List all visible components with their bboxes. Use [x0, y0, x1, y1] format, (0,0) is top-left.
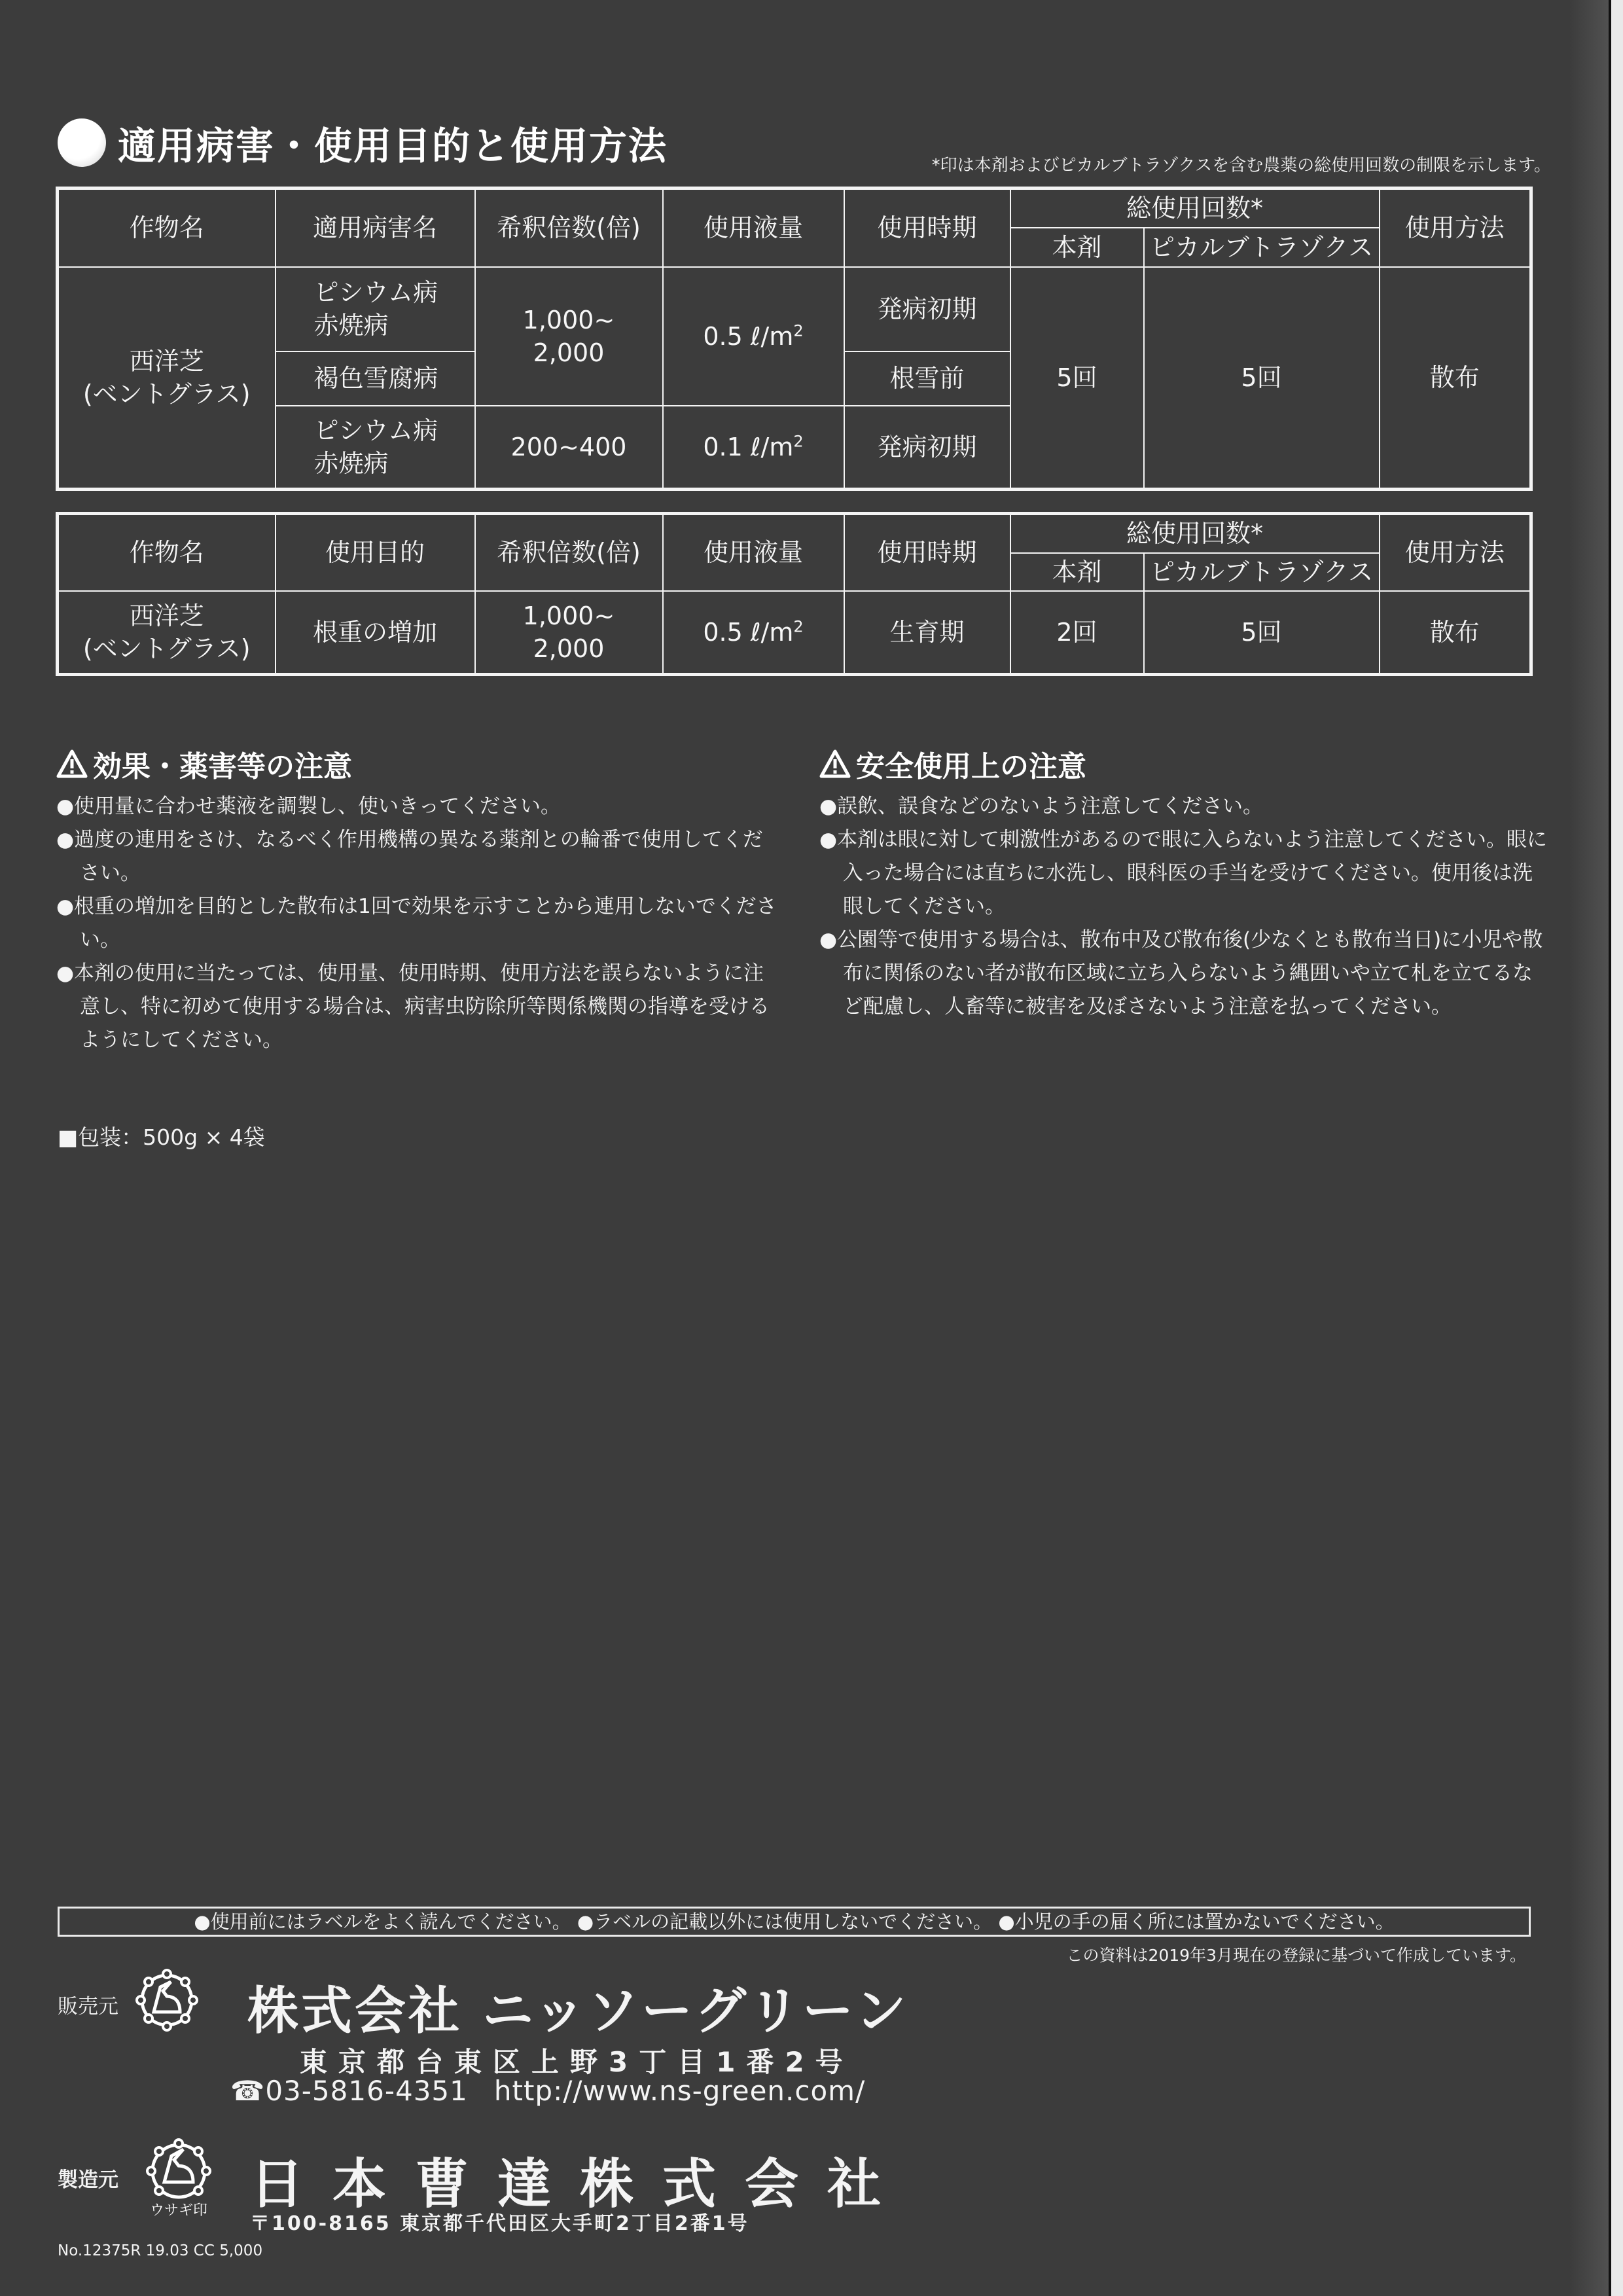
- method-cell: 散布: [1380, 267, 1531, 490]
- timing-cell: 生育期: [844, 591, 1010, 675]
- total-uses-footnote: *印は本剤およびピカルブトラゾクスを含む農薬の総使用回数の制限を示します。: [931, 156, 1551, 175]
- picarbutrazox-count-cell: 5回: [1144, 267, 1380, 490]
- header-method: 使用方法: [1380, 188, 1531, 267]
- header-total-uses: 総使用回数*: [1010, 514, 1380, 553]
- timing-cell: 発病初期: [844, 267, 1010, 351]
- page-edge-shadow: [1569, 0, 1609, 2296]
- volume-cell: 0.1 $\ell/m^2$: [663, 406, 844, 490]
- document-number: No.12375R 19.03 CC 5,000: [58, 2242, 263, 2259]
- header-picarbutrazox: ピカルブトラゾクス: [1144, 228, 1380, 267]
- target-cell: ピシウム病 赤焼病: [276, 267, 475, 351]
- target-cell: 褐色雪腐病: [276, 351, 475, 406]
- header-purpose: 使用目的: [276, 514, 475, 591]
- section-title: [58, 117, 668, 169]
- seller-phone: ☎03-5816-4351: [230, 2075, 468, 2107]
- page-edge: [1609, 0, 1623, 2296]
- table-row: [58, 591, 1531, 675]
- registration-basis-note: この資料は2019年3月現在の登録に基づいて作成しています。: [1066, 1946, 1526, 1965]
- list-item: ●使用量に合わせ薬液を調製し、使いきってください。: [56, 795, 562, 818]
- dilution-cell: 200~400: [475, 406, 663, 490]
- effect-notes-heading: 効果・薬害等の注意: [56, 743, 783, 785]
- list-item: ●過度の連用をさけ、なるべく作用機構の異なる薬剤との輪番で使用してください。: [56, 828, 763, 885]
- warning-triangle-icon: [819, 749, 851, 778]
- dilution-cell: 1,000~ 2,000: [475, 267, 663, 406]
- manufacturer-address: 〒100-8165 東京都千代田区大手町2丁目2番1号: [250, 2212, 749, 2235]
- header-crop: 作物名: [58, 188, 276, 267]
- phone-icon: ☎: [230, 2075, 266, 2107]
- header-picarbutrazox: ピカルブトラゾクス: [1144, 553, 1380, 591]
- header-dilution: 希釈倍数(倍): [475, 514, 663, 591]
- white-circle-icon: [58, 118, 106, 167]
- seller-url[interactable]: http://www.ns-green.com/: [493, 2075, 866, 2107]
- purpose-cell: 根重の増加: [276, 591, 475, 675]
- dilution-cell: 1,000~ 2,000: [475, 591, 663, 675]
- header-dilution: 希釈倍数(倍): [475, 188, 663, 267]
- header-volume: 使用液量: [663, 188, 844, 267]
- header-method: 使用方法: [1380, 514, 1531, 591]
- list-item: ●公園等で使用する場合は、散布中及び散布後(少なくとも散布当日)に小児や散布に関係のない者が散布区域に立ち入らないよう縄囲いや立て札を立てるなど配慮し、人畜等に被害を及ぼさないよう注意を払ってください。: [819, 928, 1543, 1018]
- rabbit-emblem-icon: [143, 2135, 215, 2220]
- header-this-agent: 本剤: [1010, 553, 1144, 591]
- effect-notes-list: [56, 790, 783, 1057]
- header-this-agent: 本剤: [1010, 228, 1144, 267]
- header-timing: 使用時期: [844, 188, 1010, 267]
- disease-usage-table: [56, 187, 1533, 491]
- purpose-usage-table: [56, 512, 1533, 676]
- header-volume: 使用液量: [663, 514, 844, 591]
- safety-notes-list: [819, 790, 1549, 1024]
- header-target-disease: 適用病害名: [276, 188, 475, 267]
- seller-contact: [230, 2075, 865, 2107]
- header-total-uses: 総使用回数*: [1010, 188, 1380, 228]
- manufacturer-company-name: 日本曹達株式会社: [250, 2153, 910, 2215]
- timing-cell: 根雪前: [844, 351, 1010, 406]
- crop-cell: 西洋芝 (ベントグラス): [58, 267, 276, 490]
- volume-cell: 0.5 $\ell/m^2$: [663, 267, 844, 406]
- timing-cell: 発病初期: [844, 406, 1010, 490]
- rabbit-emblem-icon: [134, 1967, 200, 2033]
- seller-address: 東京都台東区上野3丁目1番2号: [300, 2046, 854, 2078]
- header-timing: 使用時期: [844, 514, 1010, 591]
- list-item: ●本剤は眼に対して刺激性があるので眼に入らないよう注意してください。眼に入った場合には直ちに水洗し、眼科医の手当を受けてください。使用後は洗眼してください。: [819, 828, 1548, 918]
- table-row: [58, 267, 1531, 351]
- crop-cell: 西洋芝 (ベントグラス): [58, 591, 276, 675]
- volume-cell: 0.5 $\ell/m^2$: [663, 591, 844, 675]
- method-cell: 散布: [1380, 591, 1531, 675]
- section-title-text: 適用病害・使用目的と使用方法: [118, 124, 668, 168]
- this-agent-count-cell: 2回: [1010, 591, 1144, 675]
- list-item: ●本剤の使用に当たっては、使用量、使用時期、使用方法を誤らないように注意し、特に初めて使用する場合は、病害虫防除所等関係機関の指導を受けるようにしてください。: [56, 961, 770, 1052]
- header-crop: 作物名: [58, 514, 276, 591]
- packaging-info: ■包装：500g × 4袋: [58, 1124, 265, 1150]
- label-warning-box: ●使用前にはラベルをよく読んでください。 ●ラベルの記載以外には使用しないでください。 ●小児の手の届く所には置かないでください。: [58, 1907, 1531, 1937]
- warning-triangle-icon: [56, 749, 88, 778]
- manufacturer-role-label: 製造元: [58, 2168, 118, 2192]
- this-agent-count-cell: 5回: [1010, 267, 1144, 490]
- effect-notes-section: [56, 743, 783, 1057]
- safety-notes-heading: 安全使用上の注意: [819, 743, 1549, 785]
- seller-company-name: 株式会社 ニッソーグリーン: [247, 1982, 909, 2041]
- svg-text:ウサギ印: ウサギ印: [149, 2202, 208, 2219]
- list-item: ●誤飲、誤食などのないよう注意してください。: [819, 795, 1264, 818]
- seller-role-label: 販売元: [58, 1995, 118, 2018]
- list-item: ●根重の増加を目的とした散布は1回で効果を示すことから連用しないでください。: [56, 895, 777, 952]
- target-cell: ピシウム病 赤焼病: [276, 406, 475, 490]
- safety-notes-section: [819, 743, 1549, 1024]
- picarbutrazox-count-cell: 5回: [1144, 591, 1380, 675]
